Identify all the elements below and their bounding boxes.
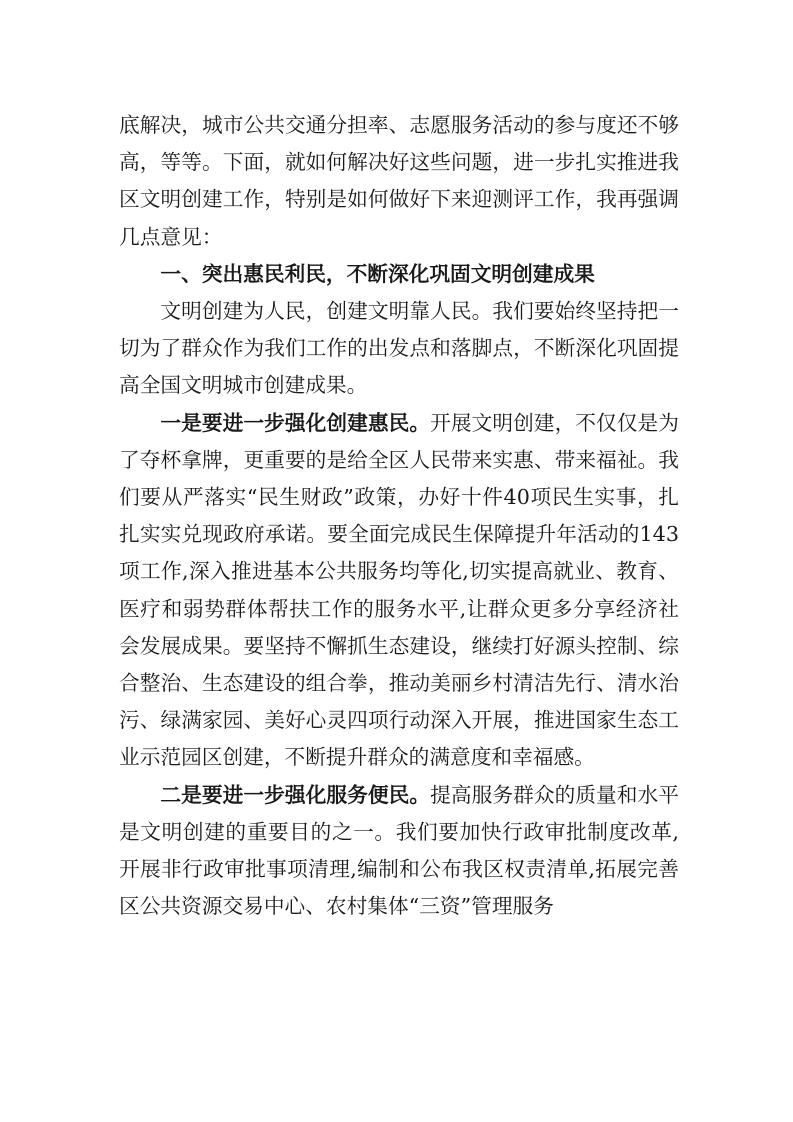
point-1-text: 开展文明创建，不仅仅是为了夺杯拿牌，更重要的是给全区人民带来实惠、带来福祉。我们要从严落实“民生财政”政策，办好十件40项民生实事，扎扎实实兑现政府承诺。要全面完成民生保障提升年活动的143项工作,深入推进基本公共服务均等化,切实提高就业、教育、医疗和弱势群体帮扶工作的服务水平,让群众更多分享经济社会发展成果。要坚持不懈抓生态建设，继续打好源头控制、综合整治、生态建设的组合拳，推动美丽乡村清洁先行、清水治污、绿满家园、美好心灵四项行动深入开展，推进国家生态工业示范园区创建，不断提升群众的满意度和幸福感。 xyxy=(119,410,679,770)
body-paragraph-intro: 文明创建为人民，创建文明靠人民。我们要始终坚持把一切为了群众作为我们工作的出发点和落脚点，不断深化巩固提高全国文明城市创建成果。 xyxy=(119,299,679,398)
point-2-text: 提高服务群众的质量和水平是文明创建的重要目的之一。我们要加快行政审批制度改革,开展非行政审批事项清理,编制和公布我区权责清单,拓展完善区公共资源交易中心、农村集体“三资”管理服务 xyxy=(119,782,679,919)
section-heading: 一、突出惠民利民，不断深化巩固文明创建成果 xyxy=(160,261,595,286)
point-2-lead: 二是要进一步强化服务便民。 xyxy=(160,782,431,807)
body-paragraph-point-2 xyxy=(119,777,679,926)
body-paragraph-point-1 xyxy=(119,405,679,777)
point-1-lead: 一是要进一步强化创建惠民。 xyxy=(160,410,431,435)
body-paragraph-continuation: 底解决，城市公共交通分担率、志愿服务活动的参与度还不够高，等等。下面，就如何解决好这些问题，进一步扎实推进我区文明创建工作，特别是如何做好下来迎测评工作，我再强调几点意见： xyxy=(119,113,679,249)
document-page xyxy=(119,107,679,925)
